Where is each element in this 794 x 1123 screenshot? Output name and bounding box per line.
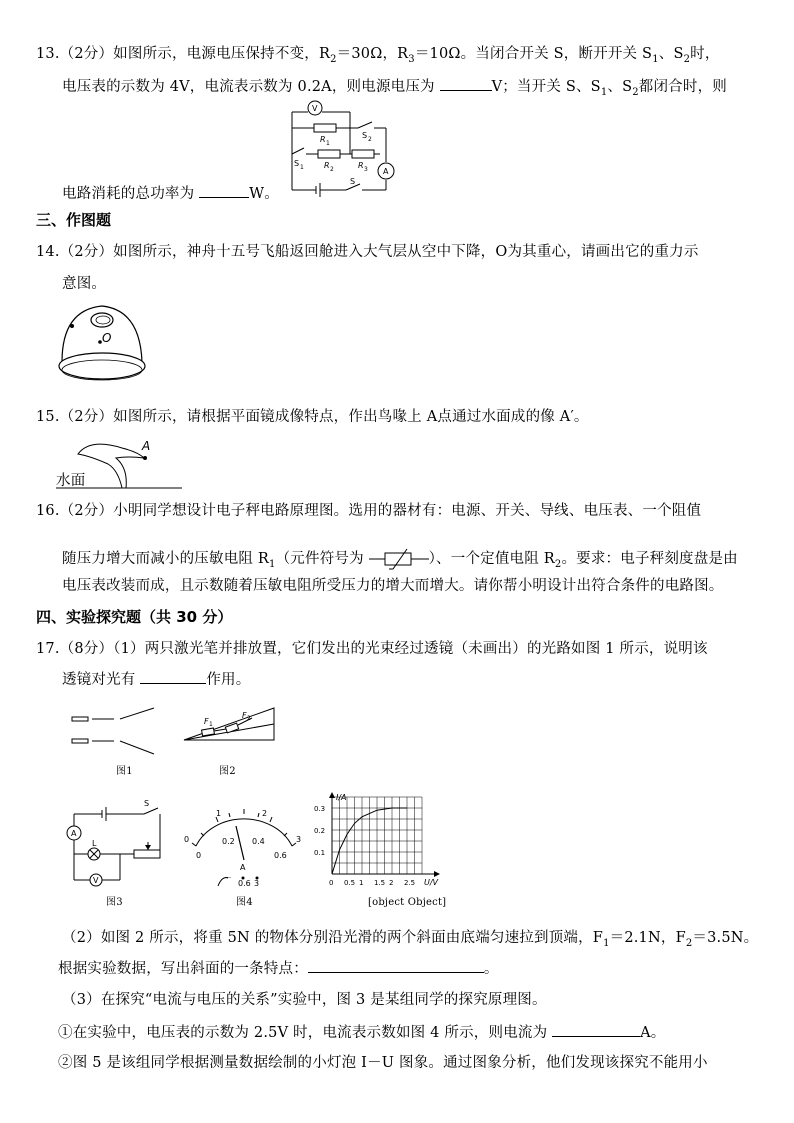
fig5-ylabel: I/A (336, 793, 347, 802)
varistor-symbol (369, 547, 429, 571)
figure5-caption: [object Object] (368, 897, 447, 908)
fig3-lamp-label: L (92, 839, 97, 848)
fig4-terminal-3: 3 (254, 879, 260, 888)
answer-blank-power[interactable] (199, 183, 249, 198)
f1-sub: 1 (209, 721, 213, 728)
answer-blank-lens[interactable] (140, 669, 206, 684)
fig5-xtick: 0 (329, 879, 334, 887)
r3-label: R (358, 161, 364, 170)
fig5-xtick: 2 (389, 879, 394, 887)
fig4-tick-02: 0.2 (222, 837, 235, 846)
fig4-tick-1: 1 (216, 809, 222, 818)
r1-sub: 1 (326, 140, 330, 147)
figure2-caption: 图2 (219, 766, 236, 777)
fig4-tick-0-lower: 0 (196, 851, 202, 860)
figure4-ammeter-dial (182, 808, 306, 892)
s2-sub: 2 (368, 136, 372, 143)
q15-line1: 15.（2分）如图所示，请根据平面镜成像特点，作出鸟喙上 A点通过水面成的像 A′。 (36, 409, 589, 425)
q13-line1: 13.（2分）如图所示，电源电压保持不变，$R_2=30\Omega$，$R_3=10\Omega$。当闭合开关 S，断开开关 $S_1$、$S_2$时， (36, 46, 720, 65)
q17-p3-line2: ①在实验中，电压表的示数为 2.5V 时，电流表示数如图 4 所示，则电流为 A。 (58, 1022, 665, 1043)
f1-label: F (204, 717, 209, 726)
fig4-tick-0: 0 (184, 835, 190, 844)
fig5-xlabel: U/V (424, 878, 439, 887)
water-surface-label: 水面 (56, 473, 86, 489)
s-label: S (350, 177, 356, 186)
answer-blank-current[interactable] (552, 1022, 640, 1037)
s1-sub: 1 (300, 164, 304, 171)
q17-p2-line1: （2）如图 2 所示，将重 5N 的物体分别沿光滑的两个斜面由底端匀速拉到顶端，$F_1=2.1N$，$F_2=3.5N$。 (62, 930, 759, 949)
fig5-xtick: 2.5 (404, 879, 416, 887)
q16-line2: 随压力增大而减小的压敏电阻 $R_1$（元件符号为 ）、一个定值电阻 $R_2$。要求：电子秤刻度盘是由 (62, 547, 738, 575)
answer-blank-voltage[interactable] (440, 76, 492, 91)
q13-line3: 电路消耗的总功率为 W。 (62, 183, 279, 204)
f2-sub: 2 (247, 715, 251, 722)
fig5-ytick: 0.2 (314, 827, 326, 835)
s2-label: S (362, 131, 368, 140)
r3-sub: 3 (364, 166, 368, 173)
q16-line3: 电压表改装而成，且示数随着压敏电阻所受压力的增大而增大。请你帮小明设计出符合条件的电路图。 (62, 578, 724, 594)
figure1-caption: 图1 (116, 766, 133, 777)
center-of-gravity-label: O (102, 331, 112, 345)
fig5-xtick: 0.5 (344, 879, 356, 887)
fig4-tick-06: 0.6 (274, 851, 287, 860)
fig5-ytick: 0.3 (314, 805, 326, 813)
fig5-xtick: 1.5 (374, 879, 386, 887)
fig4-tick-3: 3 (296, 835, 302, 844)
fig4-tick-2: 2 (262, 809, 268, 818)
s1-label: S (294, 159, 300, 168)
q17-p3-line1: （3）在探究“电流与电压的关系”实验中，图 3 是某组同学的探究原理图。 (62, 992, 547, 1008)
q17-line1: 17.（8分）（1）两只激光笔并排放置，它们发出的光束经过透镜（未画出）的光路如图 1 所示，说明该 (36, 641, 708, 657)
section-title-experiment: 四、实验探究题（共 30 分） (36, 608, 233, 626)
figure3-caption: 图3 (106, 897, 123, 908)
fig4-tick-04: 0.4 (252, 837, 265, 846)
fig3-ammeter-label: A (71, 829, 77, 838)
fig3-voltmeter-label: V (93, 876, 99, 885)
section-title-drawing: 三、作图题 (36, 211, 112, 229)
capsule-illustration (54, 300, 150, 392)
figure5-iu-graph (312, 790, 448, 890)
q13-line2: 电压表的示数为 4V，电流表示数为 0.2A，则电源电压为 V；当开关 S、$S_1$、$S_2$都闭合时，则 (62, 76, 727, 103)
fig4-terminal-06: 0.6 (238, 879, 251, 888)
r1-label: R (320, 135, 326, 144)
q14-line1: 14.（2分）如图所示，神舟十五号飞船返回舱进入大气层从空中下降，O为其重心，请画出它的重力示 (36, 244, 699, 260)
fig3-switch-label: S (144, 800, 150, 808)
q17-p2-line2: 根据实验数据，写出斜面的一条特点： 。 (58, 958, 499, 979)
q14-line2: 意图。 (62, 276, 107, 292)
fig5-xtick: 1 (359, 879, 364, 887)
q17-line2: 透镜对光有 作用。 (62, 669, 250, 690)
ammeter-label: A (383, 167, 389, 176)
fig4-unit-label: A (240, 863, 246, 872)
figure2-inclines (182, 704, 278, 744)
fig5-ytick: 0.1 (314, 849, 326, 857)
r2-sub: 2 (330, 166, 334, 173)
r2-label: R (324, 161, 330, 170)
voltmeter-label: V (312, 104, 318, 113)
point-a-label: A (142, 439, 151, 453)
q16-line1: 16.（2分）小明同学想设计电子秤电路原理图。选用的器材有：电源、开关、导线、电压表、一个阻值 (36, 503, 702, 519)
answer-blank-incline[interactable] (308, 958, 484, 973)
figure4-caption: 图4 (236, 897, 253, 908)
fig4-terminal-neg: － (224, 873, 232, 882)
q17-p3-line3: ②图 5 是该组同学根据测量数据绘制的小灯泡 I－U 图象。通过图象分析，他们发现该探究不能用小 (58, 1055, 708, 1071)
f2-label: F (242, 711, 247, 720)
q13-circuit-diagram (286, 98, 402, 202)
figure1-laser-pointers (70, 704, 160, 776)
figure3-circuit (62, 800, 172, 892)
